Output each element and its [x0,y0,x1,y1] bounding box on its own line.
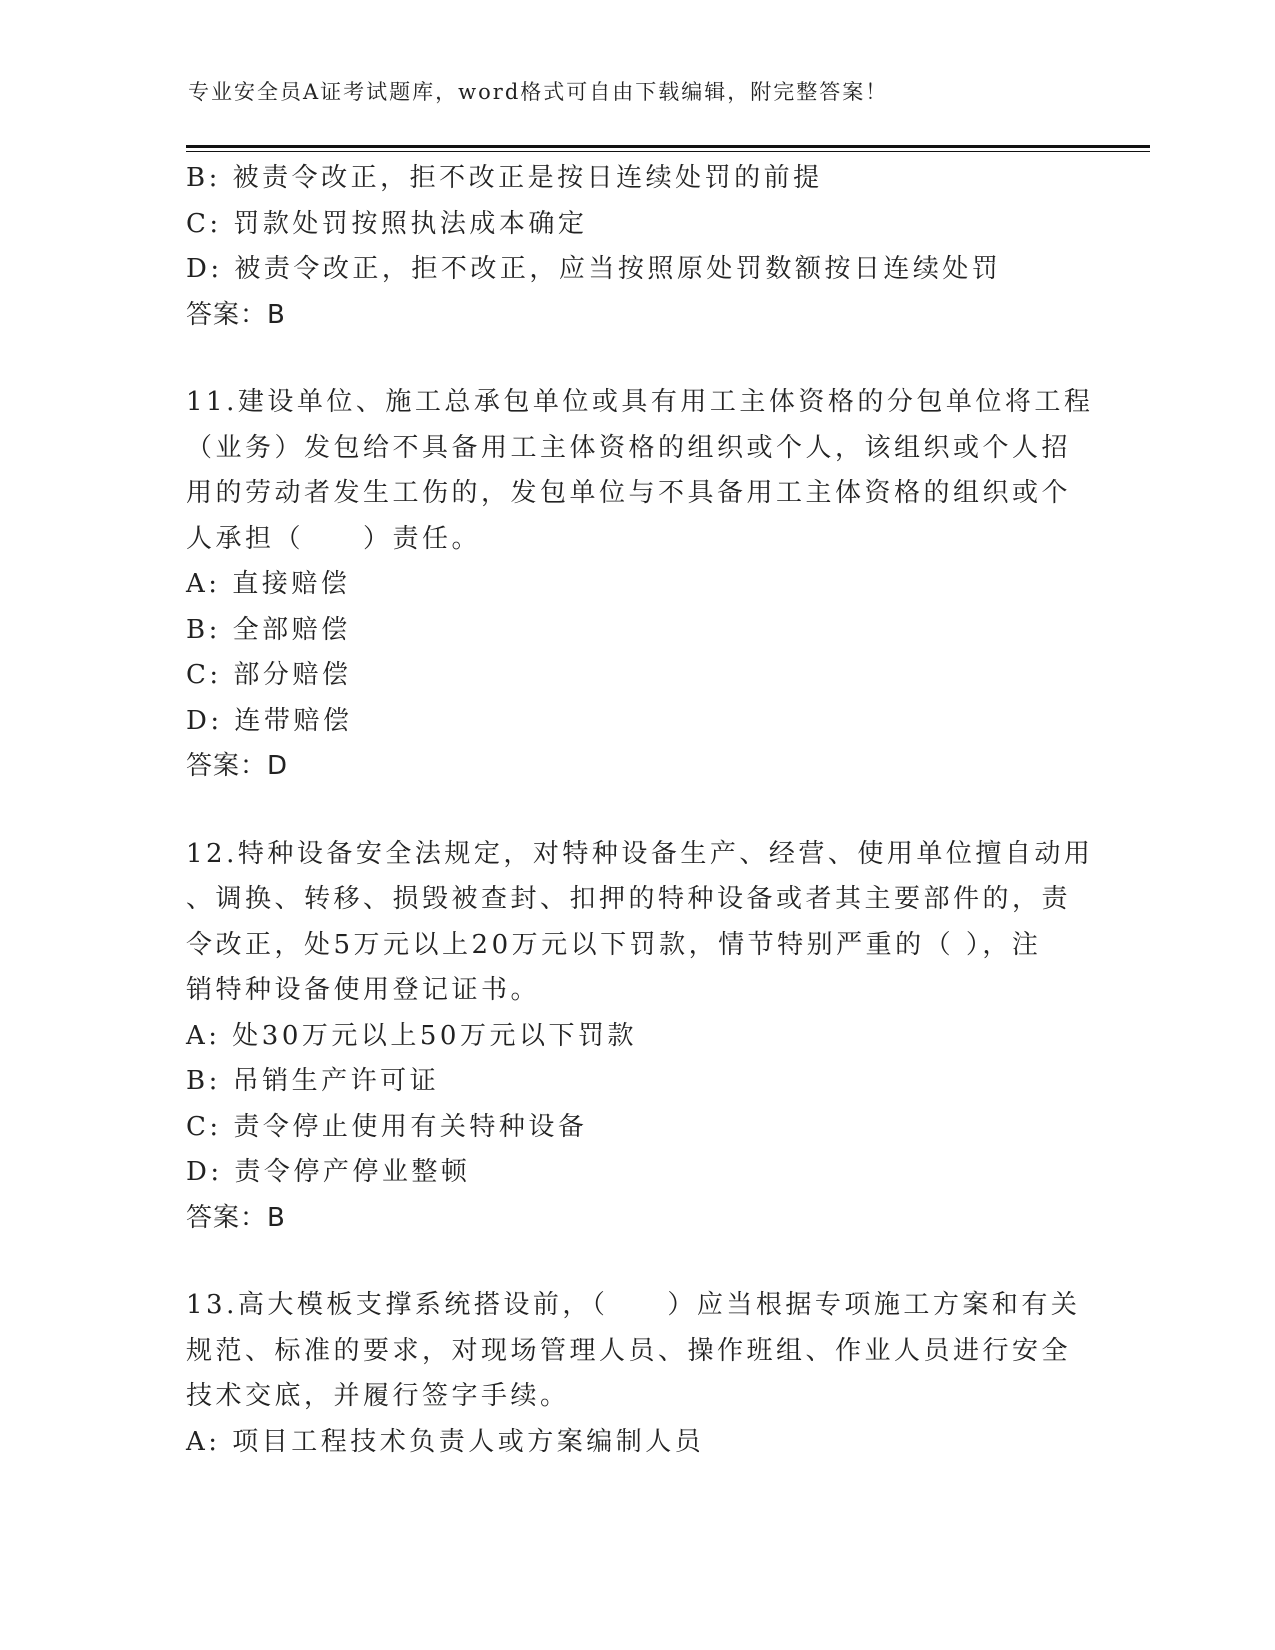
answer-line: 答案：B [186,299,286,330]
question-text-line: 12.特种设备安全法规定，对特种设备生产、经营、使用单位擅自动用 [186,838,1094,869]
question-text-line: 11.建设单位、施工总承包单位或具有用工主体资格的分包单位将工程 [186,387,1094,417]
question-text-line: 规范、标准的要求，对现场管理人员、操作班组、作业人员进行安全 [186,1335,1072,1366]
question-block [186,380,1094,790]
answer-line: 答案：D [186,751,289,781]
option-line: D: 被责令改正，拒不改正，应当按照原处罚数额按日连续处罚 [186,254,1002,284]
header-rule-thick [186,145,1150,148]
option-line: C: 部分赔偿 [186,660,352,690]
answer-line: 答案：B [186,1202,286,1233]
question-text-line: 人承担（ ）责任。 [186,523,482,554]
option-line: D: 连带赔偿 [186,705,353,736]
option-line: B: 全部赔偿 [186,614,351,645]
question-text-line: 用的劳动者发生工伤的，发包单位与不具备用工主体资格的组织或个 [186,478,1072,508]
option-line: A: 项目工程技术负责人或方案编制人员 [186,1426,705,1457]
option-line: D: 责令停产停业整顿 [186,1157,471,1187]
page-header: 专业安全员A证考试题库，word格式可自由下载编辑，附完整答案！ [188,80,889,104]
option-line: A: 处30万元以上50万元以下罚款 [186,1020,637,1051]
option-line: C: 罚款处罚按照执法成本确定 [186,208,588,239]
option-line: C: 责令停止使用有关特种设备 [186,1111,588,1142]
question-text-line: 令改正，处5万元以上20万元以下罚款，情节特别严重的（ ），注 [186,929,1042,960]
question-text-line: 销特种设备使用登记证书。 [186,975,541,1005]
question-block [186,156,1086,338]
question-block [186,1283,1086,1465]
question-block [186,832,1094,1242]
question-content [186,156,1094,1465]
question-text-line: 技术交底，并履行签字手续。 [186,1381,570,1411]
option-line: B: 被责令改正，拒不改正是按日连续处罚的前提 [186,163,823,193]
question-text-line: 13.高大模板支撑系统搭设前，（ ）应当根据专项施工方案和有关 [186,1290,1081,1320]
question-text-line: 、调换、转移、损毁被查封、扣押的特种设备或者其主要部件的，责 [186,884,1072,914]
option-line: B: 吊销生产许可证 [186,1066,440,1096]
question-text-line: （业务）发包给不具备用工主体资格的组织或个人，该组织或个人招 [186,432,1072,463]
header-rule-thin [186,151,1150,152]
option-line: A: 直接赔偿 [186,569,351,599]
